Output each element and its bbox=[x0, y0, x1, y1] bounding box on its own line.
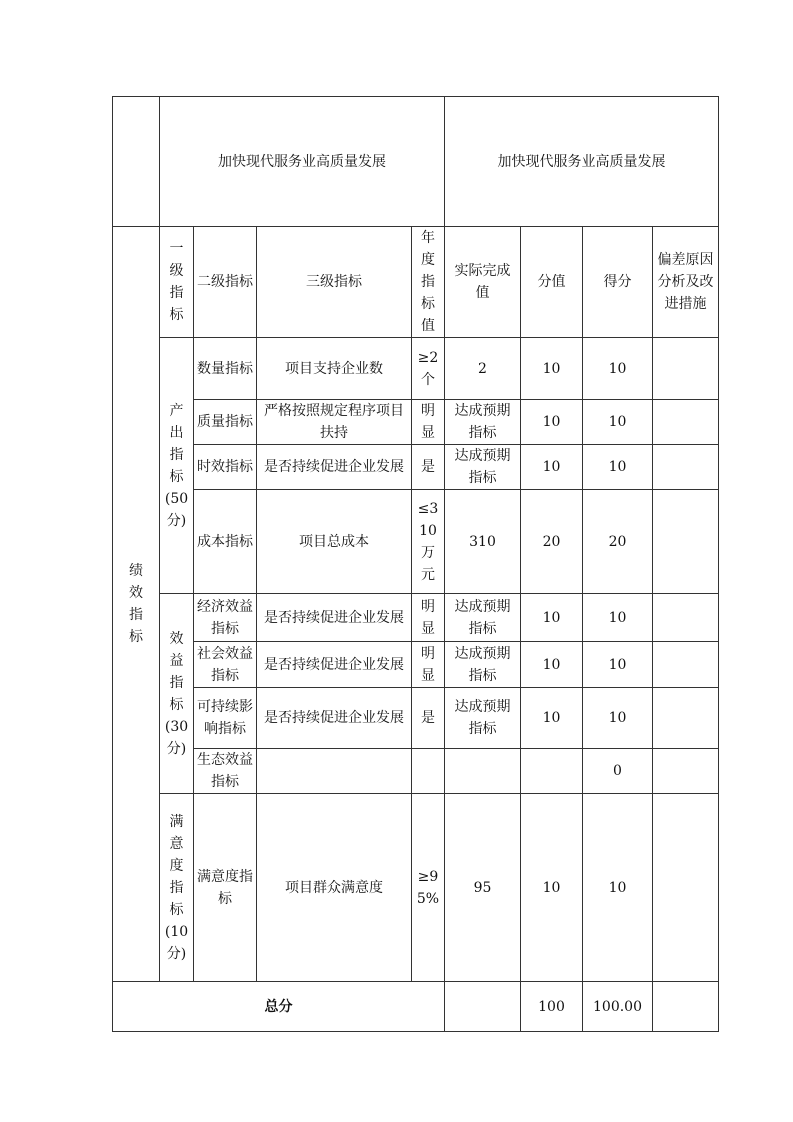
row-deviation bbox=[653, 445, 719, 490]
row-l3: 是否持续促进企业发展 bbox=[257, 445, 412, 490]
row-deviation bbox=[653, 642, 719, 688]
row-value: 10 bbox=[521, 688, 583, 749]
row-value: 10 bbox=[521, 445, 583, 490]
row-score: 10 bbox=[583, 338, 653, 400]
row-actual: 达成预期指标 bbox=[445, 400, 521, 445]
row-l3: 项目总成本 bbox=[257, 490, 412, 594]
row-value: 10 bbox=[521, 400, 583, 445]
header-annual-target: 年度指标值 bbox=[412, 227, 445, 338]
table-row bbox=[113, 794, 719, 982]
row-l3: 项目支持企业数 bbox=[257, 338, 412, 400]
row-deviation bbox=[653, 794, 719, 982]
row-target: 是 bbox=[412, 688, 445, 749]
header-deviation: 偏差原因分析及改进措施 bbox=[653, 227, 719, 338]
row-actual: 达成预期指标 bbox=[445, 594, 521, 642]
table-row bbox=[113, 594, 719, 642]
row-target bbox=[412, 749, 445, 794]
row-l3: 严格按照规定程序项目扶持 bbox=[257, 400, 412, 445]
goal-left-cell: 加快现代服务业高质量发展 bbox=[160, 97, 445, 227]
row-score: 10 bbox=[583, 400, 653, 445]
row-value: 10 bbox=[521, 642, 583, 688]
row-actual: 达成预期指标 bbox=[445, 642, 521, 688]
row-actual: 达成预期指标 bbox=[445, 445, 521, 490]
table-row bbox=[113, 688, 719, 749]
total-actual bbox=[445, 982, 521, 1032]
row-deviation bbox=[653, 490, 719, 594]
row-target: ≤310万元 bbox=[412, 490, 445, 594]
perf-indicator-text: 绩效指标 bbox=[129, 563, 143, 645]
row-l2: 成本指标 bbox=[194, 490, 257, 594]
group-output: 产出指标(50分) bbox=[160, 338, 194, 594]
row-value: 10 bbox=[521, 594, 583, 642]
row-deviation bbox=[653, 400, 719, 445]
row-actual bbox=[445, 749, 521, 794]
row-l2: 经济效益指标 bbox=[194, 594, 257, 642]
row-target: ≥95% bbox=[412, 794, 445, 982]
row-actual: 2 bbox=[445, 338, 521, 400]
row-actual: 310 bbox=[445, 490, 521, 594]
table-row bbox=[113, 400, 719, 445]
header-level1: 一级指标 bbox=[160, 227, 194, 338]
total-score: 100.00 bbox=[583, 982, 653, 1032]
row-deviation bbox=[653, 688, 719, 749]
row-l3: 是否持续促进企业发展 bbox=[257, 688, 412, 749]
row-target: 明显 bbox=[412, 594, 445, 642]
perf-indicator-label bbox=[113, 227, 160, 982]
row-score: 10 bbox=[583, 688, 653, 749]
row-actual: 95 bbox=[445, 794, 521, 982]
goal-row bbox=[113, 97, 719, 227]
row-value bbox=[521, 749, 583, 794]
row-l2: 社会效益指标 bbox=[194, 642, 257, 688]
row-l3: 是否持续促进企业发展 bbox=[257, 594, 412, 642]
table-row bbox=[113, 749, 719, 794]
table-row bbox=[113, 642, 719, 688]
row-l3 bbox=[257, 749, 412, 794]
row-value: 20 bbox=[521, 490, 583, 594]
row-target: 明显 bbox=[412, 400, 445, 445]
row-actual: 达成预期指标 bbox=[445, 688, 521, 749]
header-row bbox=[113, 227, 719, 338]
row-l2: 质量指标 bbox=[194, 400, 257, 445]
row-l2: 时效指标 bbox=[194, 445, 257, 490]
total-value: 100 bbox=[521, 982, 583, 1032]
goal-right-cell: 加快现代服务业高质量发展 bbox=[445, 97, 719, 227]
table-row bbox=[113, 338, 719, 400]
row-l2: 数量指标 bbox=[194, 338, 257, 400]
row-score: 20 bbox=[583, 490, 653, 594]
row-score: 10 bbox=[583, 445, 653, 490]
table-row bbox=[113, 490, 719, 594]
row-value: 10 bbox=[521, 794, 583, 982]
row-score: 10 bbox=[583, 642, 653, 688]
group-benefit: 效益指标(30分) bbox=[160, 594, 194, 794]
row-target: 明显 bbox=[412, 642, 445, 688]
row-score: 10 bbox=[583, 594, 653, 642]
row-target: 是 bbox=[412, 445, 445, 490]
row-l2: 可持续影响指标 bbox=[194, 688, 257, 749]
row-l2: 满意度指标 bbox=[194, 794, 257, 982]
row-deviation bbox=[653, 338, 719, 400]
header-actual: 实际完成值 bbox=[445, 227, 521, 338]
total-deviation bbox=[653, 982, 719, 1032]
row-deviation bbox=[653, 594, 719, 642]
row-target: ≥2个 bbox=[412, 338, 445, 400]
row-deviation bbox=[653, 749, 719, 794]
total-label: 总分 bbox=[113, 982, 445, 1032]
table-row bbox=[113, 445, 719, 490]
row-score: 10 bbox=[583, 794, 653, 982]
row-l3: 是否持续促进企业发展 bbox=[257, 642, 412, 688]
goal-blank-cell bbox=[113, 97, 160, 227]
row-l3: 项目群众满意度 bbox=[257, 794, 412, 982]
row-value: 10 bbox=[521, 338, 583, 400]
row-l2: 生态效益指标 bbox=[194, 749, 257, 794]
group-satisfaction: 满意度指标(10分) bbox=[160, 794, 194, 982]
header-level3: 三级指标 bbox=[257, 227, 412, 338]
header-score-value: 分值 bbox=[521, 227, 583, 338]
header-score: 得分 bbox=[583, 227, 653, 338]
performance-table bbox=[112, 96, 719, 1032]
row-score: 0 bbox=[583, 749, 653, 794]
total-row bbox=[113, 982, 719, 1032]
header-level2: 二级指标 bbox=[194, 227, 257, 338]
